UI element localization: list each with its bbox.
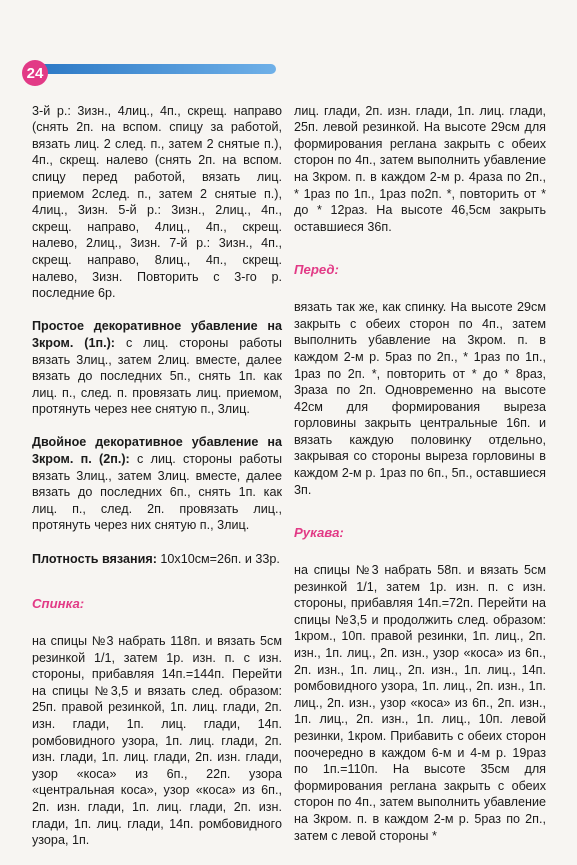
left-column bbox=[32, 86, 282, 865]
right-column bbox=[294, 86, 546, 861]
paragraph-back: на спицы №3 набрать 118п. и вязать 5см резинкой 1/1, затем 1р. изн. п. с изн. стороны, прибавляя 14п.=144п. Перейти на спицы №3,5 и вязать след. образом: 25п. правой резинкой, 1п. лиц. глади, 2п. изн. глади, 1п. лиц. глади, 14п. ромбовидного узора, 1п. лиц. глади, 2п. изн. глади, 1п. лиц. глади, 2п. изн. глади, узор «коса» из 6п., 22п. узора «центральная коса», узор «коса» из 6п., 2п. изн. глади, 1п. лиц. глади, 2п. изн. глади, 1п. лиц. глади, 14п. ромбовидного узора, 1п. bbox=[32, 634, 282, 848]
gauge-title: Плотность вязания: bbox=[32, 551, 157, 566]
paragraph-sleeves: на спицы №3 набрать 58п. и вязать 5см резинкой 1/1, затем 1р. изн. п. с изн. стороны, прибавляя 14п.=72п. Перейти на спицы №3,5 и продолжить след. образом: 1кром., 10п. правой резинки, 1п. лиц., 2п. изн., 1п. лиц., 2п. изн., узор «коса» из 6п., 2п. изн., 1п. лиц., 2п. изн., 1п. лиц., 14п. ромбовидного узора, 1п. лиц., 2п. изн., 1п. лиц., 2п. изн., узор «коса» из 6п., 2п. изн., 1п. лиц., 2п. изн., 1п. лиц., 10п. левой резинки, 1кром. Прибавить с обеих сторон поочередно в каждом 6-м и 4-м р. 19раз по 1п.=110п. На высоте 35см для формирования реглана закрыть с обеих сторон по 4п., затем выполнить убавление на 3кром. п. в каждом 2-м р. 5раз по 2п., затем с левой стороны * bbox=[294, 563, 546, 843]
paragraph-row-3: 3-й р.: 3изн., 4лиц., 4п., скрещ. направо (снять 2п. на вспом. спицу за работой, вязать лиц. 2 след. п., затем 2 снятые п.), 4п., скрещ. налево (снять 2п. на вспом. спицу перед работой, вязать лиц. приемом 2след. п., затем 2 снятые п.), 4лиц., 3изн. 5-й р.: 3изн., 2лиц., 4п., скрещ. направо, 4лиц., 4п., скрещ. налево, 2лиц., 3изн. 7-й р.: 3изн., 4п., скрещ. направо, 8лиц., 4п., скрещ. налево, 3изн. Повторить с 3-го р. последние 6р. bbox=[32, 103, 282, 301]
header-rule bbox=[36, 64, 276, 74]
paragraph-front: вязать так же, как спинку. На высоте 29см закрыть с обеих сторон по 4п., затем выполнить убавление на 3кром. п. в каждом 2-м р. 5раз по 2п., * 1раз по 1п., 1раз по 2п. *, повторить от * до * 8раз, 3раза по 2п. Одновременно на высоте 42см для формирования выреза горловины закрыть центральные 16п. и вязать каждую половинку отдельно, закрывая со стороны выреза горловины в каждом 2-м р. 1раз по 6п., 5п., оставшиеся 3п. bbox=[294, 300, 546, 497]
simple-decrease-title: Простое декоративное убавление на 3кром. (1п.): bbox=[32, 319, 282, 350]
simple-decrease-text: с лиц. стороны работы вязать 3лиц., затем 2лиц. вместе, далее вязать до последних 5п., снять 1п. как лиц. п., след. п. провязать лиц. приемом, протянуть через нее снятую п., 3лиц. bbox=[32, 335, 282, 417]
paragraph-double-decrease bbox=[32, 434, 282, 534]
gauge-text: 10х10см=26п. и 33р. bbox=[156, 551, 280, 566]
paragraph-back-continued: лиц. глади, 2п. изн. глади, 1п. лиц. глади, 25п. левой резинкой. На высоте 29см для формирования реглана закрыть с обеих сторон по 4п., затем выполнить убавление на 3кром. п. в каждом 2-м р. 4раза по 2п., * 1раз по 1п., 1раз по2п. *, повторить от * до * 12раз. На высоте 46,5см закрыть оставшиеся 36п. bbox=[294, 103, 546, 234]
double-decrease-title: Двойное декоративное убавление на 3кром. п. (2п.): bbox=[32, 435, 282, 467]
heading-front: Перед: bbox=[294, 261, 339, 277]
page-number: 24 bbox=[22, 60, 48, 86]
double-decrease-text: с лиц. стороны работы вязать 3лиц., затем 3лиц. вместе, далее вязать до последних 6п., снять 1п. как лиц. п., след. 2п. провязать лиц., протянуть через них снятую п., 3лиц. bbox=[32, 452, 282, 533]
paragraph-simple-decrease bbox=[32, 318, 282, 418]
heading-back: Спинка: bbox=[32, 595, 85, 611]
heading-sleeves: Рукава: bbox=[294, 524, 344, 540]
paragraph-gauge bbox=[32, 551, 282, 568]
